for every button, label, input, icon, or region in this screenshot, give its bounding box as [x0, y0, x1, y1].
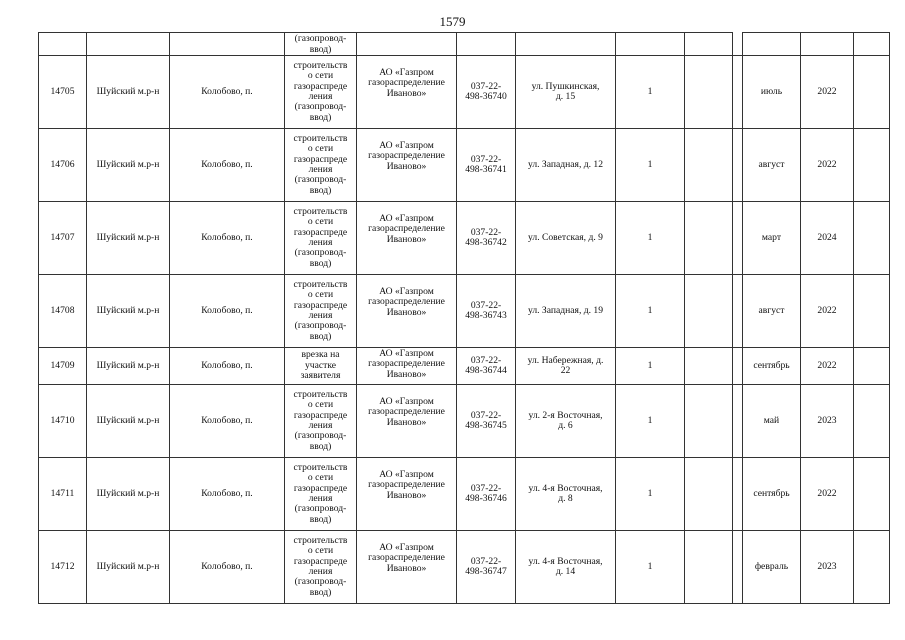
page-number: 1579 — [439, 14, 466, 29]
district-cell: Шуйский м.р-н — [87, 458, 170, 531]
empty-cell — [733, 275, 743, 348]
locality-cell: Колобово, п. — [170, 531, 285, 604]
code-cell: 037-22- 498-36743 — [457, 275, 516, 348]
type-cell: (газопровод- ввод) — [285, 33, 357, 56]
empty-cell — [854, 129, 890, 202]
organization-cell: АО «Газпром газораспределение Иваново» — [357, 202, 457, 275]
month-cell: август — [743, 275, 801, 348]
year-cell: 2022 — [801, 348, 854, 385]
data-table — [38, 32, 890, 604]
empty-cell — [854, 348, 890, 385]
count-cell: 1 — [616, 348, 685, 385]
spacer-cell — [685, 458, 733, 531]
code-cell: 037-22- 498-36741 — [457, 129, 516, 202]
row-number-cell: 14710 — [39, 385, 87, 458]
address-cell: ул. Советская, д. 9 — [516, 202, 616, 275]
spacer-cell — [685, 56, 733, 129]
row-number-cell: 14706 — [39, 129, 87, 202]
locality-cell: Колобово, п. — [170, 129, 285, 202]
empty-cell — [854, 56, 890, 129]
table-row — [39, 129, 890, 202]
month-cell: сентябрь — [743, 348, 801, 385]
locality-cell: Колобово, п. — [170, 56, 285, 129]
code-cell: 037-22- 498-36744 — [457, 348, 516, 385]
year-cell: 2022 — [801, 56, 854, 129]
district-cell: Шуйский м.р-н — [87, 385, 170, 458]
district-cell: Шуйский м.р-н — [87, 129, 170, 202]
code-cell: 037-22- 498-36742 — [457, 202, 516, 275]
row-number-cell: 14712 — [39, 531, 87, 604]
organization-cell: АО «Газпром газораспределение Иваново» — [357, 348, 457, 385]
month-cell: февраль — [743, 531, 801, 604]
count-cell: 1 — [616, 129, 685, 202]
year-cell: 2024 — [801, 202, 854, 275]
year-cell: 2022 — [801, 129, 854, 202]
empty-cell — [733, 348, 743, 385]
district-cell: Шуйский м.р-н — [87, 348, 170, 385]
year-cell: 2022 — [801, 458, 854, 531]
locality-cell: Колобово, п. — [170, 458, 285, 531]
month-cell: март — [743, 202, 801, 275]
organization-cell: АО «Газпром газораспределение Иваново» — [357, 275, 457, 348]
organization-cell: АО «Газпром газораспределение Иваново» — [357, 129, 457, 202]
code-cell: 037-22- 498-36746 — [457, 458, 516, 531]
table-row — [39, 458, 890, 531]
address-cell: ул. Пушкинская, д. 15 — [516, 56, 616, 129]
work-type-cell: строительств о сети газораспреде ления (газопровод- ввод) — [285, 458, 357, 531]
spacer-cell — [685, 275, 733, 348]
spacer-cell — [685, 202, 733, 275]
locality-cell: Колобово, п. — [170, 275, 285, 348]
spacer-cell — [685, 348, 733, 385]
district-cell: Шуйский м.р-н — [87, 531, 170, 604]
table-row — [39, 348, 890, 385]
district-cell: Шуйский м.р-н — [87, 275, 170, 348]
address-cell: ул. 4-я Восточная, д. 8 — [516, 458, 616, 531]
address-cell: ул. Западная, д. 19 — [516, 275, 616, 348]
empty-cell — [733, 458, 743, 531]
table-row — [39, 56, 890, 129]
district-cell: Шуйский м.р-н — [87, 56, 170, 129]
address-cell: ул. Набережная, д. 22 — [516, 348, 616, 385]
empty-cell — [733, 129, 743, 202]
code-cell: 037-22- 498-36745 — [457, 385, 516, 458]
code-cell: 037-22- 498-36747 — [457, 531, 516, 604]
empty-cell — [854, 531, 890, 604]
empty-cell — [854, 275, 890, 348]
work-type-cell: строительств о сети газораспреде ления (газопровод- ввод) — [285, 129, 357, 202]
year-cell: 2022 — [801, 275, 854, 348]
row-number-cell: 14711 — [39, 458, 87, 531]
count-cell: 1 — [616, 531, 685, 604]
table-row-continued — [39, 33, 890, 56]
spacer-cell — [685, 385, 733, 458]
work-type-cell: строительств о сети газораспреде ления (газопровод- ввод) — [285, 56, 357, 129]
row-number-cell: 14705 — [39, 56, 87, 129]
table-body — [39, 33, 890, 604]
organization-cell: АО «Газпром газораспределение Иваново» — [357, 531, 457, 604]
empty-cell — [733, 56, 743, 129]
work-type-cell: строительств о сети газораспреде ления (газопровод- ввод) — [285, 385, 357, 458]
empty-cell — [733, 531, 743, 604]
count-cell: 1 — [616, 458, 685, 531]
spacer-cell — [685, 531, 733, 604]
month-cell: май — [743, 385, 801, 458]
address-cell: ул. Западная, д. 12 — [516, 129, 616, 202]
row-number-cell: 14709 — [39, 348, 87, 385]
row-number-cell: 14707 — [39, 202, 87, 275]
empty-cell — [733, 385, 743, 458]
month-cell: июль — [743, 56, 801, 129]
empty-cell — [854, 202, 890, 275]
work-type-cell: строительств о сети газораспреде ления (газопровод- ввод) — [285, 531, 357, 604]
spacer-cell — [685, 129, 733, 202]
count-cell: 1 — [616, 202, 685, 275]
address-cell: ул. 4-я Восточная, д. 14 — [516, 531, 616, 604]
month-cell: август — [743, 129, 801, 202]
table-row — [39, 275, 890, 348]
address-cell: ул. 2-я Восточная, д. 6 — [516, 385, 616, 458]
table-row — [39, 385, 890, 458]
work-type-cell: строительств о сети газораспреде ления (газопровод- ввод) — [285, 202, 357, 275]
organization-cell: АО «Газпром газораспределение Иваново» — [357, 458, 457, 531]
locality-cell: Колобово, п. — [170, 348, 285, 385]
empty-cell — [854, 385, 890, 458]
table-row — [39, 531, 890, 604]
district-cell: Шуйский м.р-н — [87, 202, 170, 275]
code-cell: 037-22- 498-36740 — [457, 56, 516, 129]
locality-cell: Колобово, п. — [170, 385, 285, 458]
count-cell: 1 — [616, 56, 685, 129]
row-number-cell: 14708 — [39, 275, 87, 348]
locality-cell: Колобово, п. — [170, 202, 285, 275]
work-type-cell: строительств о сети газораспреде ления (газопровод- ввод) — [285, 275, 357, 348]
organization-cell: АО «Газпром газораспределение Иваново» — [357, 385, 457, 458]
work-type-cell: врезка на участке заявителя — [285, 348, 357, 385]
year-cell: 2023 — [801, 531, 854, 604]
empty-cell — [854, 458, 890, 531]
organization-cell: АО «Газпром газораспределение Иваново» — [357, 56, 457, 129]
count-cell: 1 — [616, 385, 685, 458]
count-cell: 1 — [616, 275, 685, 348]
month-cell: сентябрь — [743, 458, 801, 531]
year-cell: 2023 — [801, 385, 854, 458]
empty-cell — [733, 202, 743, 275]
table-row — [39, 202, 890, 275]
